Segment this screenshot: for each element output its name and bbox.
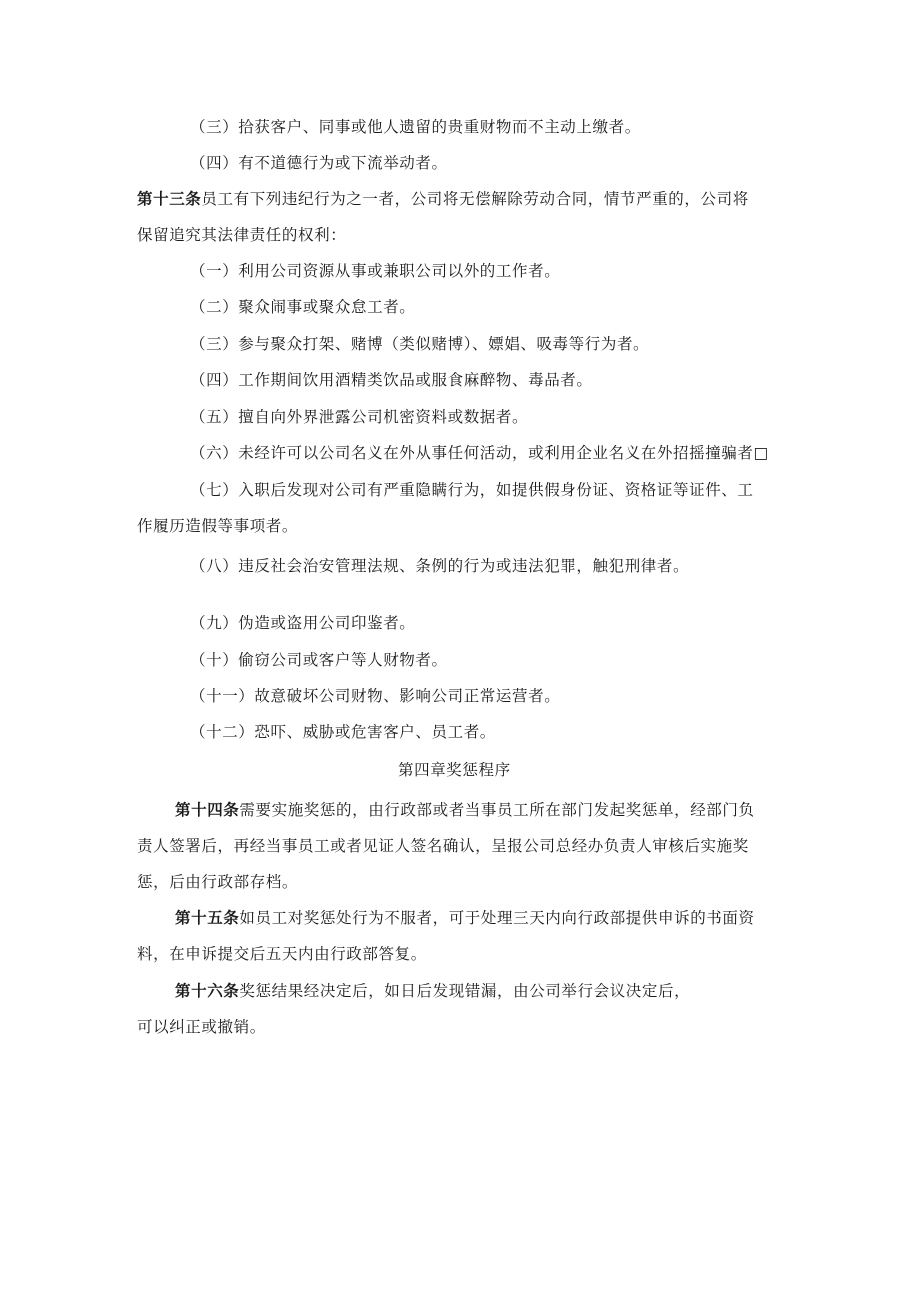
article-text: 如员工对奖惩处行为不服者，可于处理三天内向行政部提供申诉的书面资 (239, 909, 755, 927)
article-label: 第十六条 (175, 982, 240, 1000)
article-text: 员工有下列违纪行为之一者，公司将无偿解除劳动合同，情节严重的，公司将 (201, 190, 749, 208)
clause-item: （六）未经许可以公司名义在外从事任何活动，或利用企业名义在外招摇撞骗者□ (190, 444, 769, 462)
clause-continuation: 作履历造假等事项者。 (137, 517, 299, 535)
article-label: 第十四条 (175, 801, 240, 819)
clause-item: （一）利用公司资源从事或兼职公司以外的工作者。 (190, 262, 561, 280)
article-15-continuation: 料，在申诉提交后五天内由行政部答复。 (137, 945, 427, 963)
article-label: 第十三条 (137, 190, 202, 208)
clause-item: （三）拾获客户、同事或他人遗留的贵重财物而不主动上缴者。 (190, 118, 641, 136)
clause-item: （十）偷窃公司或客户等人财物者。 (190, 651, 448, 669)
article-16-continuation: 可以纠正或撤销。 (137, 1018, 266, 1036)
clause-item: （四）有不道德行为或下流举动者。 (190, 154, 448, 172)
clause-item: （三）参与聚众打架、赌博（类似赌博）、嫖娼、吸毒等行为者。 (190, 335, 650, 353)
article-14-continuation: 责人签署后，再经当事员工或者见证人签名确认，呈报公司总经办负责人审核后实施奖 (137, 837, 749, 855)
clause-item: （十二）恐吓、威胁或危害客户、员工者。 (190, 723, 496, 741)
clause-item: （四）工作期间饮用酒精类饮品或服食麻醉物、毒品者。 (190, 371, 593, 389)
article-text: 需要实施奖惩的，由行政部或者当事员工所在部门发起奖惩单，经部门负 (239, 801, 755, 819)
clause-item: （八）违反社会治安管理法规、条例的行为或违法犯罪，触犯刑律者。 (190, 557, 690, 575)
article-14-continuation: 惩，后由行政部存档。 (137, 873, 299, 891)
article-label: 第十五条 (175, 909, 240, 927)
clause-item: （七）入职后发现对公司有严重隐瞒行为，如提供假身份证、资格证等证件、工 (190, 481, 754, 499)
article-13-continuation: 保留追究其法律责任的权利： (137, 226, 347, 244)
article-15-line (175, 908, 755, 928)
clause-item: （二）聚众闹事或聚众怠工者。 (190, 298, 416, 316)
chapter-heading: 第四章奖惩程序 (398, 761, 511, 779)
article-text: 奖惩结果经决定后，如日后发现错漏，由公司举行会议决定后， (239, 982, 691, 1000)
article-16-line (175, 981, 690, 1001)
article-14-line (175, 800, 755, 820)
clause-item: （九）伪造或盗用公司印鉴者。 (190, 614, 416, 632)
article-13-line (137, 189, 749, 209)
clause-item: （十一）故意破坏公司财物、影响公司正常运营者。 (190, 687, 561, 705)
clause-item: （五）擅自向外界泄露公司机密资料或数据者。 (190, 408, 529, 426)
